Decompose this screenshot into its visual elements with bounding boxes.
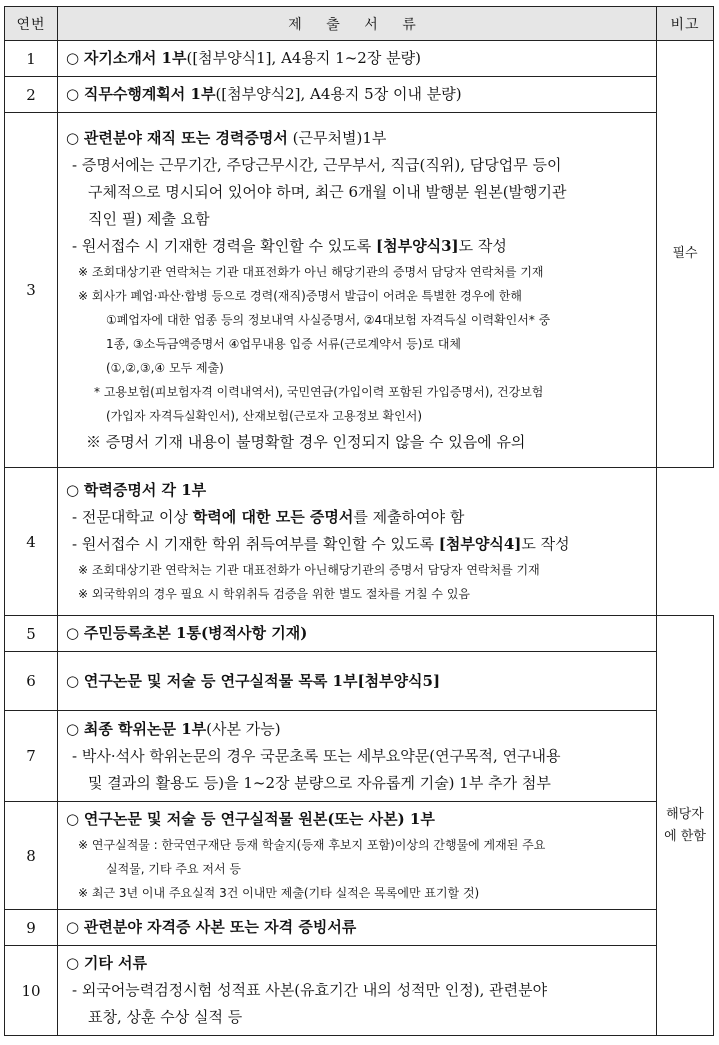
doc-title: 관련분야 재직 또는 경력증명서 bbox=[83, 128, 288, 147]
sub-item: - 증명서에는 근무기간, 주당근무시간, 근무부서, 직급(직위), 담당업무 등이 bbox=[72, 155, 562, 174]
row-content: ○ 기타 서류 - 외국어능력검정시험 성적표 사본(유효기간 내의 성적만 인정), 관련분야 표창, 상훈 수상 실적 등 bbox=[58, 946, 657, 1036]
sub-item-cont: 직인 필) 제출 요함 bbox=[88, 209, 210, 228]
table-row bbox=[5, 711, 714, 802]
doc-detail: ([첨부양식1], A4용지 1~2장 분량) bbox=[186, 49, 421, 67]
note: ※ 조회대상기관 연락처는 기관 대표전화가 아닌 해당기관의 증명서 담당자 연락처를 기재 bbox=[78, 264, 544, 279]
row-content: ○ 연구논문 및 저술 등 연구실적물 목록 1부[첨부양식5] bbox=[58, 652, 657, 711]
doc-title: 학력증명서 각 1부 bbox=[83, 481, 207, 499]
row-number: 9 bbox=[5, 910, 58, 946]
table-row bbox=[5, 652, 714, 711]
doc-title: 기타 서류 bbox=[83, 954, 148, 972]
doc-detail: ([첨부양식2], A4용지 5장 이내 분량) bbox=[215, 85, 462, 103]
sub-item-cont: 구체적으로 명시되어 있어야 하며, 최근 6개월 이내 발행분 원본(발행기관 bbox=[88, 182, 567, 201]
row-content: ○ 관련분야 자격증 사본 또는 자격 증빙서류 bbox=[58, 910, 657, 946]
header-documents: 제 출 서 류 bbox=[58, 7, 657, 41]
row-number: 2 bbox=[5, 77, 58, 113]
table-row bbox=[5, 468, 714, 616]
table-row bbox=[5, 113, 714, 468]
doc-title: 관련분야 자격증 사본 또는 자격 증빙서류 bbox=[83, 918, 357, 936]
row-number: 6 bbox=[5, 652, 58, 711]
note-cont: ①폐업자에 대한 업종 등의 정보내역 사실증명서, ②4대보험 자격득실 이력확인서* 중 bbox=[106, 312, 551, 327]
header-remark: 비고 bbox=[657, 7, 714, 41]
row-content: ○ 학력증명서 각 1부 - 전문대학교 이상 학력에 대한 모든 증명서를 제출하여야 함 - 원서접수 시 기재한 학위 취득여부를 확인할 수 있도록 [첨부양식4]도 작성 ※ 조회대상기관 연락처는 기관 대표전화가 아닌해당기관의 증명서 담당자 연락처를 기재 ※ 외국학위의 경우 필요 시 학위취득 검증을 위한 별도 절차를 거칠 수 있음 bbox=[58, 468, 657, 616]
note: ※ 최근 3년 이내 주요실적 3건 이내만 제출(기타 실적은 목록에만 표기할 것) bbox=[78, 886, 480, 900]
row-content: ○ 관련분야 재직 또는 경력증명서 (근무처별)1부 - 증명서에는 근무기간, 주당근무시간, 근무부서, 직급(직위), 담당업무 등이 구체적으로 명시되어 있어야 하며, 최근 6개월 이내 발행분 원본(발행기관 직인 필) 제출 요함 - 원서접수 시 기재한 경력을 확인할 수 있도록 [첨부양식3]도 작성 ※ 조회대상기관 연락처는 기관 대표전화가 아닌 해당기관의 증명서 담당자 연락처를 기재 ※ 회사가 폐업·파산·합병 등으로 경력(재직)증명서 발급이 어려운 특별한 경우에 한해 ①폐업자에 대한 업종 등의 정보내역 사실증명서, ②4대보험 자격득실 이력확인서* 중 1종, ③소득금액증명서 ④업무내용 입증 서류(근로계약서 등)로 대체 (①,②,③,④ 모두 제출) * 고용보험(피보험자격 이력내역서), 국민연금(가입이력 포함된 가입증명서), 건강보험 (가입자 자격득실확인서), 산재보험(근로자 고용정보 확인서) ※ 증명서 기재 내용이 불명확할 경우 인정되지 않을 수 있음에 유의 bbox=[58, 113, 657, 468]
header-no: 연번 bbox=[5, 7, 58, 41]
sub-item-cont: 및 결과의 활용도 등)을 1~2장 분량으로 자유롭게 기술) 1부 추가 첨부 bbox=[88, 773, 551, 792]
row-number: 4 bbox=[5, 468, 58, 616]
doc-title: 직무수행계획서 1부 bbox=[83, 85, 216, 103]
note: ※ 연구실적물 : 한국연구재단 등재 학술지(등재 후보지 포함)이상의 간행물에 게재된 주요 bbox=[78, 838, 546, 852]
row-content: ○ 최종 학위논문 1부(사본 가능) - 박사·석사 학위논문의 경우 국문초록 또는 세부요약문(연구목적, 연구내용 및 결과의 활용도 등)을 1~2장 분량으로 자유롭게 기술) 1부 추가 첨부 bbox=[58, 711, 657, 802]
doc-title: 연구논문 및 저술 등 연구실적물 원본(또는 사본) 1부 bbox=[83, 810, 435, 828]
note: ※ 조회대상기관 연락처는 기관 대표전화가 아닌해당기관의 증명서 담당자 연락처를 기재 bbox=[78, 563, 540, 577]
doc-detail: (사본 가능) bbox=[206, 719, 281, 738]
note-cont: 실적물, 기타 주요 저서 등 bbox=[106, 862, 241, 876]
row-content: ○ 직무수행계획서 1부([첨부양식2], A4용지 5장 이내 분량) bbox=[58, 77, 657, 113]
note-cont: (가입자 자격득실확인서), 산재보험(근로자 고용정보 확인서) bbox=[106, 408, 423, 423]
row-content: ○ 주민등록초본 1통(병적사항 기재) bbox=[58, 616, 657, 652]
doc-detail: (근무처별)1부 bbox=[287, 128, 387, 147]
row-number: 5 bbox=[5, 616, 58, 652]
table-row bbox=[5, 910, 714, 946]
table-header-row bbox=[5, 7, 714, 41]
table-row bbox=[5, 946, 714, 1036]
doc-title: 연구논문 및 저술 등 연구실적물 목록 1부[첨부양식5] bbox=[83, 671, 441, 690]
sub-item: - 원서접수 시 기재한 학위 취득여부를 확인할 수 있도록 [첨부양식4]도 작성 bbox=[72, 535, 570, 553]
remark-applicable bbox=[657, 616, 714, 1036]
documents-table bbox=[4, 6, 714, 1036]
row-content: ○ 자기소개서 1부([첨부양식1], A4용지 1~2장 분량) bbox=[58, 41, 657, 77]
sub-item: - 전문대학교 이상 학력에 대한 모든 증명서를 제출하여야 함 bbox=[72, 508, 465, 526]
sub-item: - 원서접수 시 기재한 경력을 확인할 수 있도록 [첨부양식3]도 작성 bbox=[72, 236, 507, 255]
sub-item: - 외국어능력검정시험 성적표 사본(유효기간 내의 성적만 인정), 관련분야 bbox=[72, 981, 548, 999]
doc-title: 최종 학위논문 1부 bbox=[83, 719, 207, 738]
doc-title: 주민등록초본 1통(병적사항 기재) bbox=[83, 624, 308, 642]
note-warning: ※ 증명서 기재 내용이 불명확할 경우 인정되지 않을 수 있음에 유의 bbox=[86, 432, 526, 451]
footnote: * 고용보험(피보험자격 이력내역서), 국민연금(가입이력 포함된 가입증명서), 건강보험 bbox=[94, 384, 544, 399]
note: ※ 회사가 폐업·파산·합병 등으로 경력(재직)증명서 발급이 어려운 특별한 경우에 한해 bbox=[78, 288, 522, 303]
note-cont: (①,②,③,④ 모두 제출) bbox=[106, 360, 224, 375]
table-row bbox=[5, 616, 714, 652]
note-cont: 1종, ③소득금액증명서 ④업무내용 입증 서류(근로계약서 등)로 대체 bbox=[106, 336, 462, 351]
note: ※ 외국학위의 경우 필요 시 학위취득 검증을 위한 별도 절차를 거칠 수 있음 bbox=[78, 587, 470, 601]
table-row bbox=[5, 77, 714, 113]
table-row bbox=[5, 802, 714, 910]
remark-required: 필수 bbox=[657, 41, 714, 468]
table-row bbox=[5, 41, 714, 77]
sub-item-cont: 표창, 상훈 수상 실적 등 bbox=[88, 1008, 243, 1026]
row-number: 1 bbox=[5, 41, 58, 77]
row-number: 3 bbox=[5, 113, 58, 468]
sub-item: - 박사·석사 학위논문의 경우 국문초록 또는 세부요약문(연구목적, 연구내용 bbox=[72, 746, 561, 765]
row-number: 7 bbox=[5, 711, 58, 802]
doc-title: 자기소개서 1부 bbox=[83, 49, 187, 67]
row-content: ○ 연구논문 및 저술 등 연구실적물 원본(또는 사본) 1부 ※ 연구실적물 : 한국연구재단 등재 학술지(등재 후보지 포함)이상의 간행물에 게재된 주요 실적물, 기타 주요 저서 등 ※ 최근 3년 이내 주요실적 3건 이내만 제출(기타 실적은 목록에만 표기할 것) bbox=[58, 802, 657, 910]
remark-applicable-text: 해당자에 한함 bbox=[664, 806, 706, 844]
row-number: 10 bbox=[5, 946, 58, 1036]
row-number: 8 bbox=[5, 802, 58, 910]
